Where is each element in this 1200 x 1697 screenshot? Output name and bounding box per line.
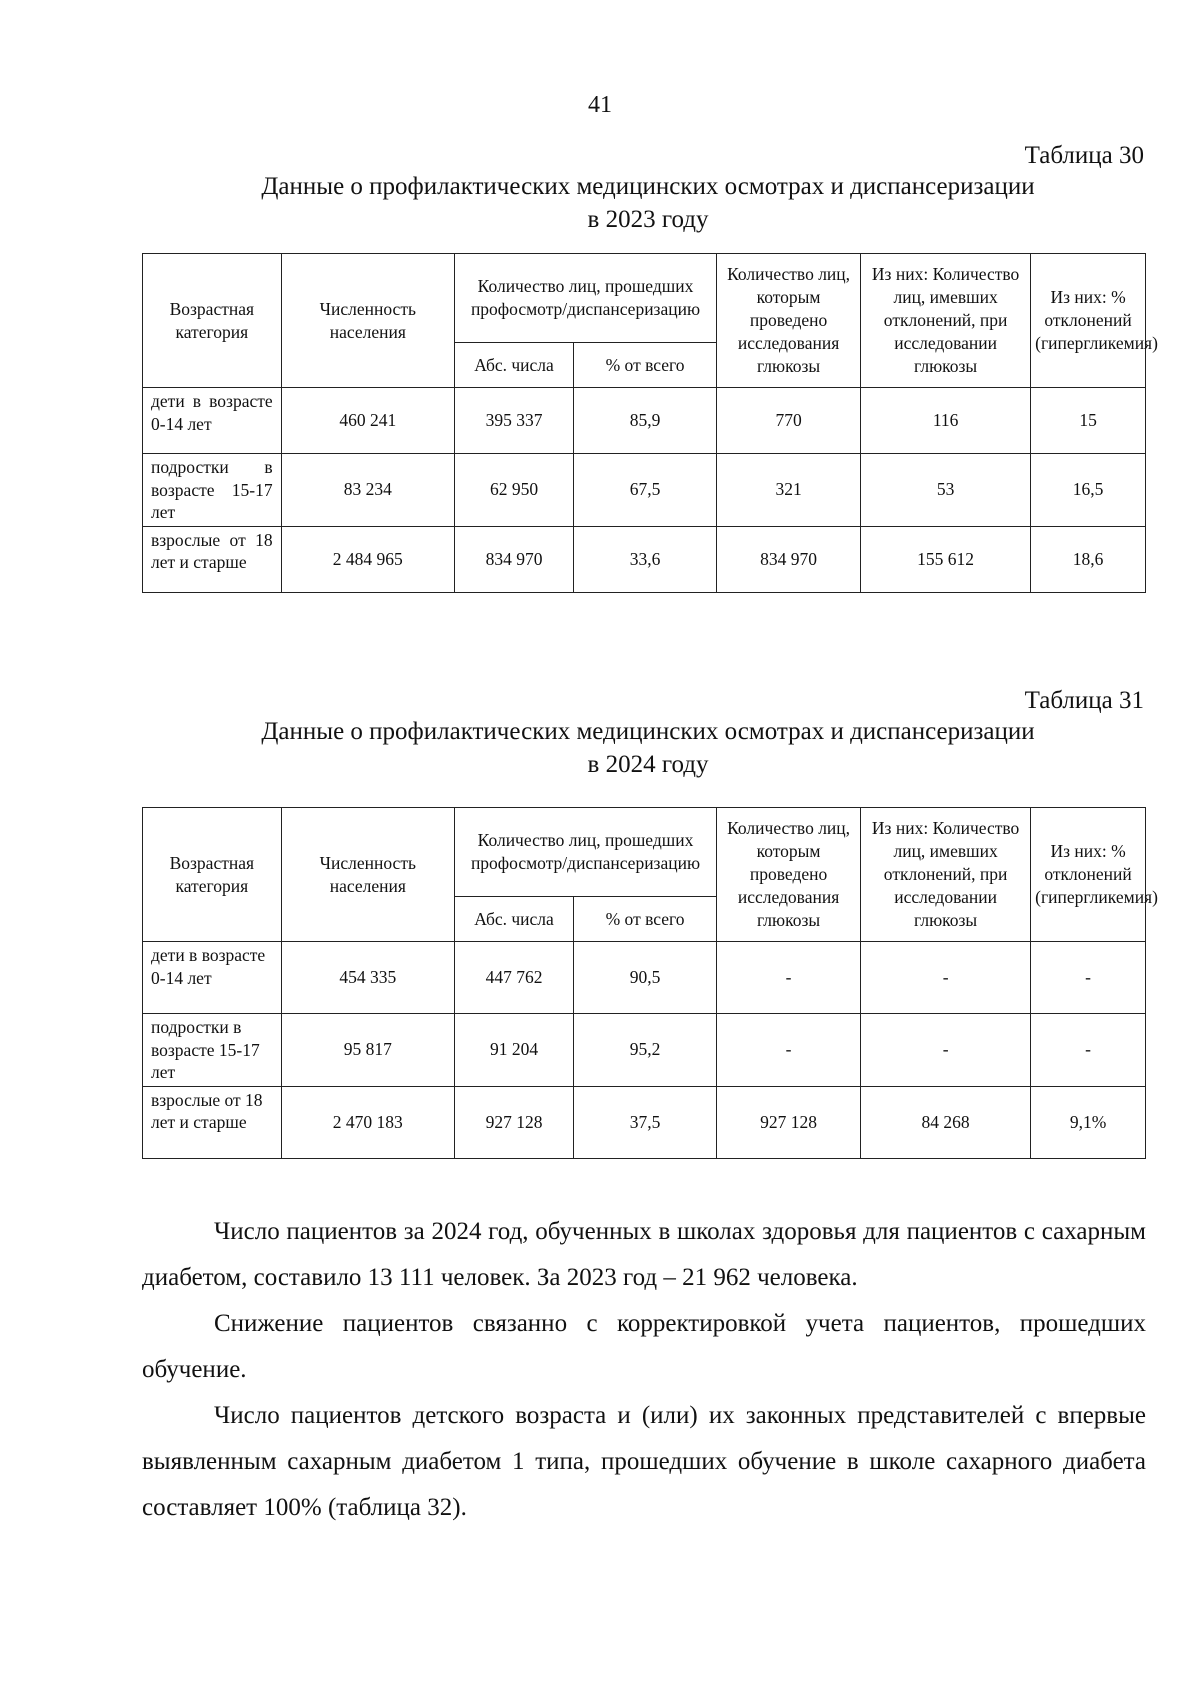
table-31-label: Таблица 31 [1024,687,1144,714]
row-abs: 91 204 [454,1014,573,1087]
row-population: 454 335 [281,942,454,1014]
table-row [143,1014,1146,1087]
table-30 [142,253,1158,593]
row-pct: 67,5 [574,454,717,527]
header-hyper-pct: Из них: % отклонений (гипергликемия) [1031,254,1146,388]
body-text [142,1209,1146,1531]
table-31-title [140,715,1156,781]
header-screened: Количество лиц, прошедших профосмотр/диспансеризацию [454,254,716,343]
row-category: взрослые от 18 лет и старше [143,1086,282,1158]
row-population: 2 470 183 [281,1086,454,1158]
row-abs: 447 762 [454,942,573,1014]
row-hyper-pct: - [1031,942,1146,1014]
table-30-title-line2: в 2023 году [587,206,709,233]
row-glucose: 321 [717,454,861,527]
row-deviations: - [861,942,1031,1014]
table-31-title-line2: в 2024 году [587,751,709,778]
row-glucose: 834 970 [717,526,861,592]
header-population: Численность населения [281,808,454,942]
row-hyper-pct: 15 [1031,388,1146,454]
row-hyper-pct: 16,5 [1031,454,1146,527]
header-glucose: Количество лиц, которым проведено исследования глюкозы [717,254,861,388]
page-number: 41 [588,92,612,118]
header-pct: % от всего [574,343,717,388]
header-hyper-pct: Из них: % отклонений (гипергликемия) [1031,808,1146,942]
row-category: дети в возрасте 0-14 лет [143,942,282,1014]
row-category: подростки в возрасте 15-17 лет [143,454,282,527]
row-glucose: 770 [717,388,861,454]
row-abs: 834 970 [454,526,573,592]
paragraph: Число пациентов за 2024 год, обученных в школах здоровья для пациентов с сахарным диабетом, составило 13 111 человек. За 2023 год – 21 962 человека. [142,1218,1146,1291]
table-row [143,526,1146,592]
header-deviations: Из них: Количество лиц, имевших отклонений, при исследовании глюкозы [861,808,1031,942]
header-category: Возрастная категория [143,254,282,388]
header-abs: Абс. числа [454,897,573,942]
table-30-title [140,170,1156,236]
row-deviations: 116 [861,388,1031,454]
table-30-label: Таблица 30 [1024,142,1144,169]
row-category: взрослые от 18 лет и старше [143,526,282,592]
header-abs: Абс. числа [454,343,573,388]
header-category: Возрастная категория [143,808,282,942]
row-pct: 90,5 [574,942,717,1014]
row-abs: 395 337 [454,388,573,454]
row-deviations: 84 268 [861,1086,1031,1158]
table-30-title-line1: Данные о профилактических медицинских осмотрах и диспансеризации [261,173,1035,200]
row-deviations: 155 612 [861,526,1031,592]
row-glucose: - [717,942,861,1014]
row-hyper-pct: 9,1% [1031,1086,1146,1158]
row-glucose: 927 128 [717,1086,861,1158]
header-deviations: Из них: Количество лиц, имевших отклонений, при исследовании глюкозы [861,254,1031,388]
table-row [143,388,1146,454]
header-glucose: Количество лиц, которым проведено исследования глюкозы [717,808,861,942]
row-category: дети в возрасте 0-14 лет [143,388,282,454]
row-population: 95 817 [281,1014,454,1087]
row-pct: 95,2 [574,1014,717,1087]
table-row [143,942,1146,1014]
row-pct: 33,6 [574,526,717,592]
table-31 [142,807,1158,1159]
header-population: Численность населения [281,254,454,388]
row-abs: 62 950 [454,454,573,527]
paragraph: Снижение пациентов связанно с корректировкой учета пациентов, прошедших обучение. [142,1310,1146,1383]
row-population: 2 484 965 [281,526,454,592]
header-screened: Количество лиц, прошедших профосмотр/диспансеризацию [454,808,716,897]
row-deviations: 53 [861,454,1031,527]
row-deviations: - [861,1014,1031,1087]
row-pct: 37,5 [574,1086,717,1158]
row-category: подростки в возрасте 15-17 лет [143,1014,282,1087]
header-pct: % от всего [574,897,717,942]
row-glucose: - [717,1014,861,1087]
row-population: 460 241 [281,388,454,454]
table-row [143,454,1146,527]
row-abs: 927 128 [454,1086,573,1158]
row-hyper-pct: - [1031,1014,1146,1087]
row-population: 83 234 [281,454,454,527]
table-row [143,1086,1146,1158]
row-pct: 85,9 [574,388,717,454]
table-31-title-line1: Данные о профилактических медицинских осмотрах и диспансеризации [261,718,1035,745]
paragraph: Число пациентов детского возраста и (или) их законных представителей с впервые выявленным сахарным диабетом 1 типа, прошедших обучение в школе сахарного диабета составляет 100% (таблица 32). [142,1402,1146,1521]
row-hyper-pct: 18,6 [1031,526,1146,592]
